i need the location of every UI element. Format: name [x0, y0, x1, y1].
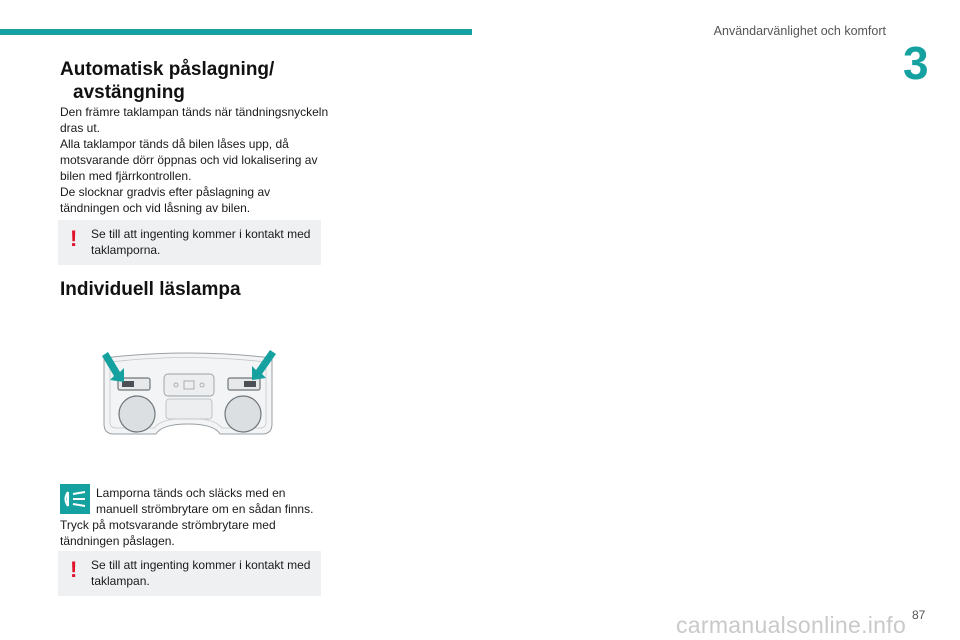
- heading-line-2: avstängning: [73, 82, 185, 103]
- watermark: carmanualsonline.info: [676, 612, 907, 638]
- warning-text: Se till att ingenting kommer i kontakt med taklamporna.: [91, 227, 311, 257]
- tip-text: Lamporna tänds och släcks med en manuell strömbrytare om en sådan finns.: [96, 486, 314, 516]
- heading-line-1: Automatisk påslagning/: [60, 59, 275, 80]
- page-number: 87: [912, 608, 926, 622]
- exclamation-icon: !: [70, 557, 78, 582]
- paragraph: Alla taklampor tänds då bilen låses upp, då motsvarande dörr öppnas och vid lokalisering av bilen med fjärrkontrollen.: [60, 137, 318, 183]
- chapter-number: 3: [903, 37, 929, 89]
- header-accent-bar: [0, 29, 472, 35]
- exclamation-icon: !: [70, 226, 78, 251]
- warning-note-2: [58, 551, 321, 596]
- paragraph: De slocknar gradvis efter påslagning av tändningen och vid låsning av bilen.: [60, 185, 271, 215]
- warning-note-1: [58, 220, 321, 265]
- section1-body: [60, 104, 330, 216]
- section-heading-automatic: [60, 58, 330, 104]
- headlamp-tip-icon: [60, 484, 90, 514]
- section-heading-reading-lamp: Individuell läslampa: [60, 279, 241, 300]
- paragraph: Den främre taklampan tänds när tändningsnyckeln dras ut.: [60, 105, 329, 135]
- reading-lamp-illustration: [96, 344, 280, 444]
- warning-text: Se till att ingenting kommer i kontakt med taklampan.: [91, 558, 311, 588]
- chapter-title: Användarvänlighet och komfort: [713, 24, 886, 38]
- tip-continuation: Tryck på motsvarande strömbrytare med tändningen påslagen.: [60, 518, 276, 548]
